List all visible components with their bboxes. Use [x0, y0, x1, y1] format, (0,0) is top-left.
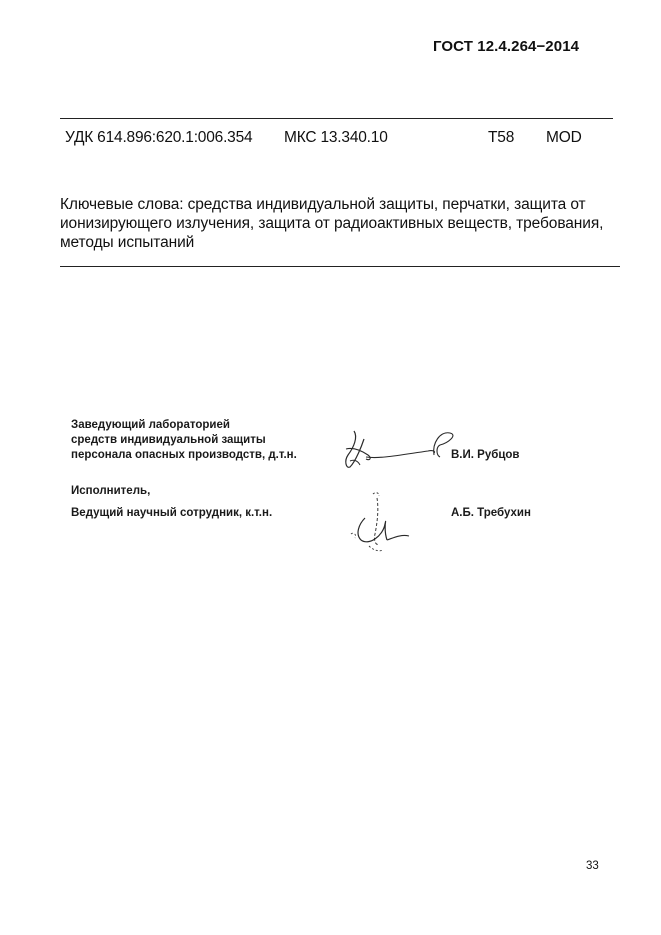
executor-signature: [343, 488, 423, 558]
executor-name: А.Б. Требухин: [451, 507, 531, 519]
mks-code: МКС 13.340.10: [284, 129, 388, 146]
head-position: [71, 418, 297, 463]
standard-code: ГОСТ 12.4.264−2014: [433, 38, 580, 55]
head-position-line: персонала опасных производств, д.т.н.: [71, 449, 297, 461]
head-position-line: средств индивидуальной защиты: [71, 434, 266, 446]
page-number: 33: [586, 860, 599, 872]
bottom-divider: [60, 266, 620, 267]
head-signature: [340, 425, 470, 475]
keywords-paragraph: Ключевые слова: средства индивидуальной защиты, перчатки, защита от ионизирующего излучения, защита от радиоактивных веществ, требования, методы испытаний: [60, 196, 604, 251]
top-divider: [60, 118, 613, 119]
mod-label: MOD: [546, 129, 582, 146]
udk-code: УДК 614.896:620.1:006.354: [65, 129, 253, 146]
executor-label: Исполнитель,: [71, 485, 151, 497]
okp-code: Т58: [488, 129, 515, 146]
head-position-line: Заведующий лабораторией: [71, 419, 230, 431]
executor-position: Ведущий научный сотрудник, к.т.н.: [71, 507, 273, 519]
head-name: В.И. Рубцов: [451, 449, 520, 461]
